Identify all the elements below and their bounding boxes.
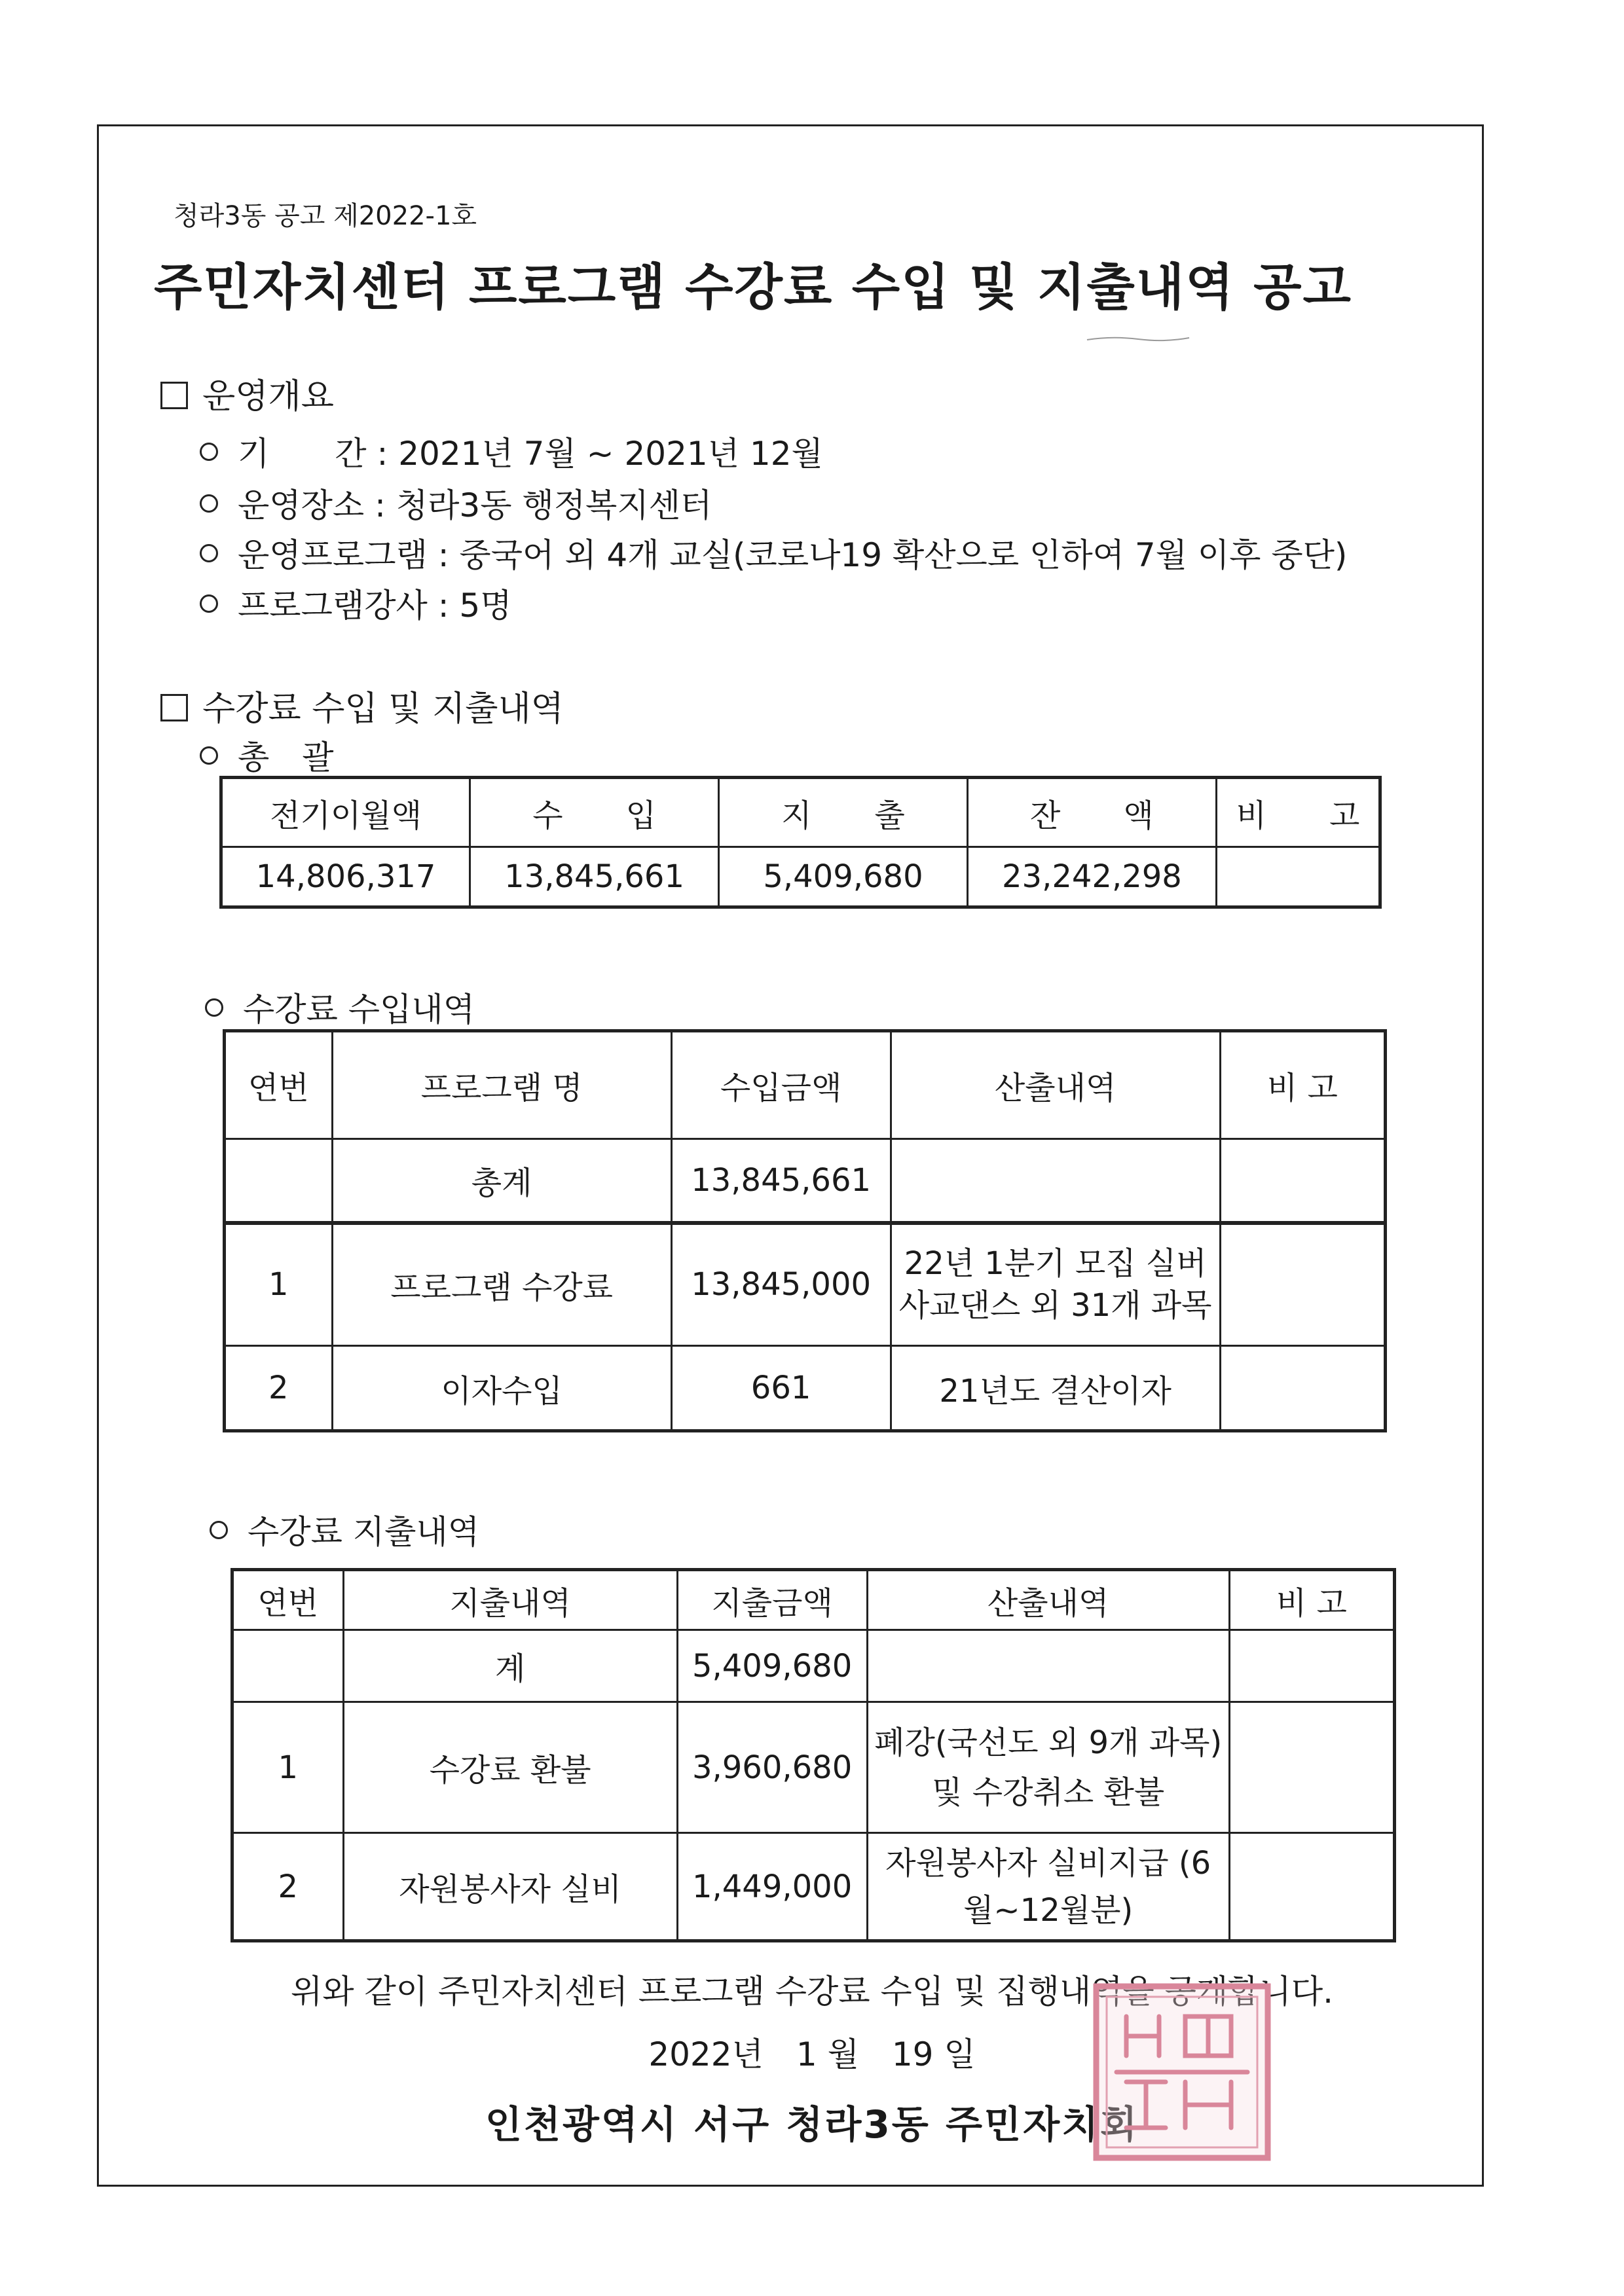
table-cell [1220, 1223, 1385, 1346]
table-cell: 14,806,317 [221, 847, 470, 907]
checkbox-square-icon [160, 694, 188, 721]
circle-bullet-icon [200, 746, 218, 765]
notice-number: 청라3동 공고 제2022-1호 [174, 201, 477, 231]
table-cell [1229, 1630, 1394, 1702]
table-cell: 1,449,000 [677, 1833, 867, 1941]
table-header-cell: 전기이월액 [221, 778, 470, 847]
table-header-cell: 연번 [232, 1570, 344, 1630]
table-cell: 계 [343, 1630, 677, 1702]
table-cell: 이자수입 [332, 1346, 671, 1431]
income-label [205, 983, 475, 1030]
table-cell: 총계 [332, 1139, 671, 1223]
table-row [225, 1346, 1386, 1431]
circle-bullet-icon [200, 494, 218, 513]
table-cell: 1 [225, 1223, 333, 1346]
table-cell [1229, 1702, 1394, 1833]
overview-period [200, 428, 823, 475]
circle-bullet-icon [200, 443, 218, 461]
section-heading-label: 운영개요 [202, 377, 334, 416]
summary-label [200, 731, 334, 778]
table-row [232, 1702, 1395, 1833]
expense-table [231, 1568, 1396, 1942]
table-header-cell: 프로그램 명 [332, 1031, 671, 1139]
table-cell: 폐강(국선도 외 9개 과목) 및 수강취소 환불 [867, 1702, 1229, 1833]
table-row [225, 1223, 1386, 1346]
table-cell [232, 1630, 344, 1702]
table-cell: 1 [232, 1702, 344, 1833]
official-seal-stamp [1087, 1977, 1277, 2167]
table-cell: 21년도 결산이자 [891, 1346, 1220, 1431]
circle-bullet-icon [210, 1521, 228, 1539]
table-header-cell: 산출내역 [891, 1031, 1220, 1139]
table-row [225, 1139, 1386, 1223]
closing-statement: 위와 같이 주민자치센터 프로그램 수강료 수입 및 집행내역을 공개합니다. [290, 1973, 1334, 2011]
table-cell [867, 1630, 1229, 1702]
table-cell: 22년 1분기 모집 실버사교댄스 외 31개 과목 [891, 1223, 1220, 1346]
stray-mark [1086, 334, 1190, 343]
income-label-text: 수강료 수입내역 [243, 991, 475, 1029]
overview-item-text: 기 간 : 2021년 7월 ~ 2021년 12월 [238, 435, 823, 473]
issuing-organization: 인천광역시 서구 청라3동 주민자치회 [485, 2102, 1139, 2147]
table-header-cell: 비 고 [1216, 778, 1380, 847]
overview-item-text: 운영장소 : 청라3동 행정복지센터 [238, 486, 712, 524]
table-header-cell: 비 고 [1229, 1570, 1394, 1630]
table-cell: 프로그램 수강료 [332, 1223, 671, 1346]
table-header-cell: 지출내역 [343, 1570, 677, 1630]
table-row [232, 1833, 1395, 1941]
table-header-row [225, 1031, 1386, 1139]
table-cell: 3,960,680 [677, 1702, 867, 1833]
overview-instructors [200, 579, 512, 627]
section-finance-heading [160, 681, 564, 730]
table-cell: 5,409,680 [719, 847, 968, 907]
table-header-cell: 산출내역 [867, 1570, 1229, 1630]
table-header-cell: 잔 액 [967, 778, 1216, 847]
table-cell: 자원봉사자 실비 [343, 1833, 677, 1941]
table-cell: 661 [671, 1346, 891, 1431]
table-cell: 자원봉사자 실비지급 (6월~12월분) [867, 1833, 1229, 1941]
page-title: 주민자치센터 프로그램 수강료 수입 및 지출내역 공고 [154, 258, 1352, 316]
table-cell [1220, 1346, 1385, 1431]
table-cell: 13,845,661 [470, 847, 719, 907]
overview-item-text: 프로그램강사 : 5명 [238, 587, 512, 625]
table-cell [891, 1139, 1220, 1223]
overview-location [200, 479, 712, 526]
table-cell [225, 1139, 333, 1223]
table-cell [1229, 1833, 1394, 1941]
table-cell [1216, 847, 1380, 907]
table-header-row [221, 778, 1380, 847]
table-row [232, 1630, 1395, 1702]
table-cell: 23,242,298 [967, 847, 1216, 907]
section-overview-heading [160, 369, 334, 418]
table-cell: 2 [225, 1346, 333, 1431]
table-header-cell: 비 고 [1220, 1031, 1385, 1139]
overview-programs [200, 529, 1347, 576]
table-header-row [232, 1570, 1395, 1630]
table-header-cell: 연번 [225, 1031, 333, 1139]
table-cell: 2 [232, 1833, 344, 1941]
circle-bullet-icon [205, 998, 223, 1017]
table-header-cell: 수 입 [470, 778, 719, 847]
summary-label-text: 총 괄 [238, 738, 334, 776]
expense-label [210, 1506, 479, 1553]
table-cell [1220, 1139, 1385, 1223]
notice-date: 2022년 1 월 19 일 [648, 2035, 976, 2073]
table-header-cell: 지 출 [719, 778, 968, 847]
table-row [221, 847, 1380, 907]
expense-label-text: 수강료 지출내역 [248, 1513, 479, 1551]
table-cell: 수강료 환불 [343, 1702, 677, 1833]
summary-table [219, 776, 1382, 909]
section-heading-label: 수강료 수입 및 지출내역 [202, 689, 564, 729]
table-header-cell: 수입금액 [671, 1031, 891, 1139]
table-header-cell: 지출금액 [677, 1570, 867, 1630]
table-cell: 13,845,661 [671, 1139, 891, 1223]
circle-bullet-icon [200, 544, 218, 562]
table-cell: 5,409,680 [677, 1630, 867, 1702]
checkbox-square-icon [160, 382, 188, 409]
circle-bullet-icon [200, 594, 218, 613]
income-table [223, 1029, 1387, 1432]
overview-item-text: 운영프로그램 : 중국어 외 4개 교실(코로나19 확산으로 인하여 7월 이후 중단) [238, 536, 1348, 574]
table-cell: 13,845,000 [671, 1223, 891, 1346]
